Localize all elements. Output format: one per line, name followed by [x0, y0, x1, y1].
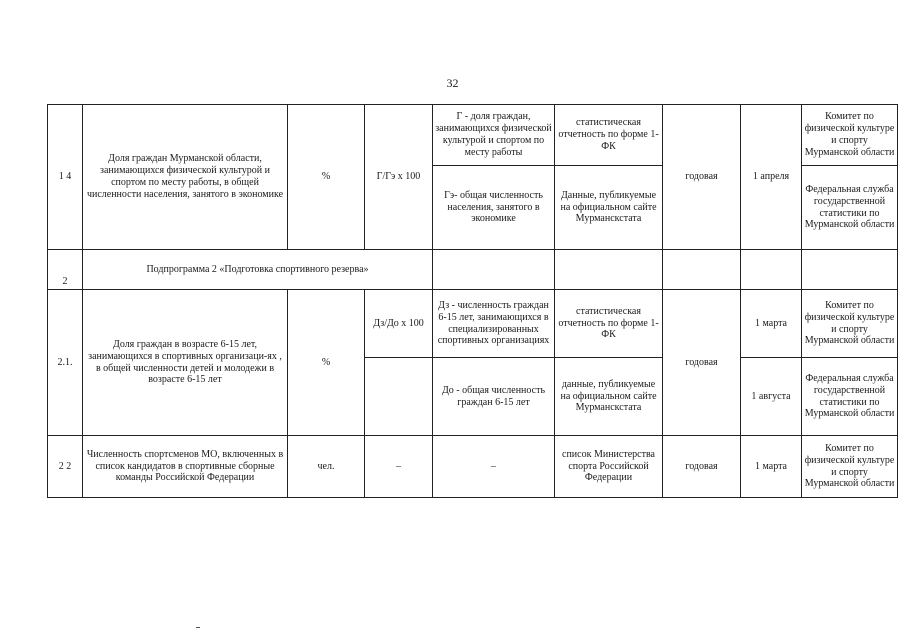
variable-description: Дз - численность граждан 6-15 лет, занимающихся в специализированных спортивных организациях — [433, 290, 555, 358]
responsible-org: Комитет по физической культуре и спорту Мурманской области — [802, 290, 898, 358]
periodicity-cell: годовая — [663, 436, 741, 498]
unit-cell: чел. — [288, 436, 365, 498]
periodicity-cell: годовая — [663, 290, 741, 436]
empty-cell — [555, 250, 663, 290]
deadline-cell: 1 марта — [741, 436, 802, 498]
empty-cell — [663, 250, 741, 290]
variable-description: До - общая численность граждан 6-15 лет — [433, 358, 555, 436]
formula-cell: Г/Гэ х 100 — [365, 105, 433, 250]
row-number: 2.1. — [48, 290, 83, 436]
empty-cell — [365, 358, 433, 436]
periodicity-cell: годовая — [663, 105, 741, 250]
data-source: Данные, публикуемые на официальном сайте Мурманскстата — [555, 166, 663, 250]
formula-cell: Дз/До х 100 — [365, 290, 433, 358]
deadline-cell: 1 апреля — [741, 105, 802, 250]
unit-cell: % — [288, 105, 365, 250]
row-number: 1 4 — [48, 105, 83, 250]
unit-cell: % — [288, 290, 365, 436]
variable-description: Г - доля граждан, занимающихся физической культурой и спортом по месту работы — [433, 105, 555, 166]
responsible-org: Комитет по физической культуре и спорту Мурманской области — [802, 436, 898, 498]
indicators-table — [47, 104, 898, 498]
formula-cell: – — [365, 436, 433, 498]
responsible-org: Комитет по физической культуре и спорту Мурманской области — [802, 105, 898, 166]
data-source: статистическая отчетность по форме 1-ФК — [555, 105, 663, 166]
indicator-name: Доля граждан Мурманской области, занимающихся физической культурой и спортом по месту работы, в общей численности населения, занятого в экономике — [83, 105, 288, 250]
empty-cell — [802, 250, 898, 290]
deadline-cell: 1 марта — [741, 290, 802, 358]
scan-mark — [196, 627, 200, 628]
page-number: 32 — [446, 76, 459, 90]
variable-description: – — [433, 436, 555, 498]
variable-description: Гэ- общая численность населения, занятого в экономике — [433, 166, 555, 250]
row-number: 2 2 — [48, 436, 83, 498]
empty-cell — [433, 250, 555, 290]
data-source: список Министерства спорта Российской Федерации — [555, 436, 663, 498]
data-source: данные, публикуемые на официальном сайте Мурманскстата — [555, 358, 663, 436]
responsible-org: Федеральная служба государственной статистики по Мурманской области — [802, 166, 898, 250]
data-source: статистическая отчетность по форме 1-ФК — [555, 290, 663, 358]
empty-cell — [741, 250, 802, 290]
indicator-name: Доля граждан в возрасте 6-15 лет, занимающихся в спортивных организаци-ях , в общей численности детей и молодежи в возрасте 6-15 лет — [83, 290, 288, 436]
row-number: 2 — [48, 250, 83, 290]
responsible-org: Федеральная служба государственной статистики по Мурманской области — [802, 358, 898, 436]
subprogram-title: Подпрограмма 2 «Подготовка спортивного резерва» — [83, 250, 433, 290]
indicator-name: Численность спортсменов МО, включенных в список кандидатов в спортивные сборные команды Российской Федерации — [83, 436, 288, 498]
deadline-cell: 1 августа — [741, 358, 802, 436]
